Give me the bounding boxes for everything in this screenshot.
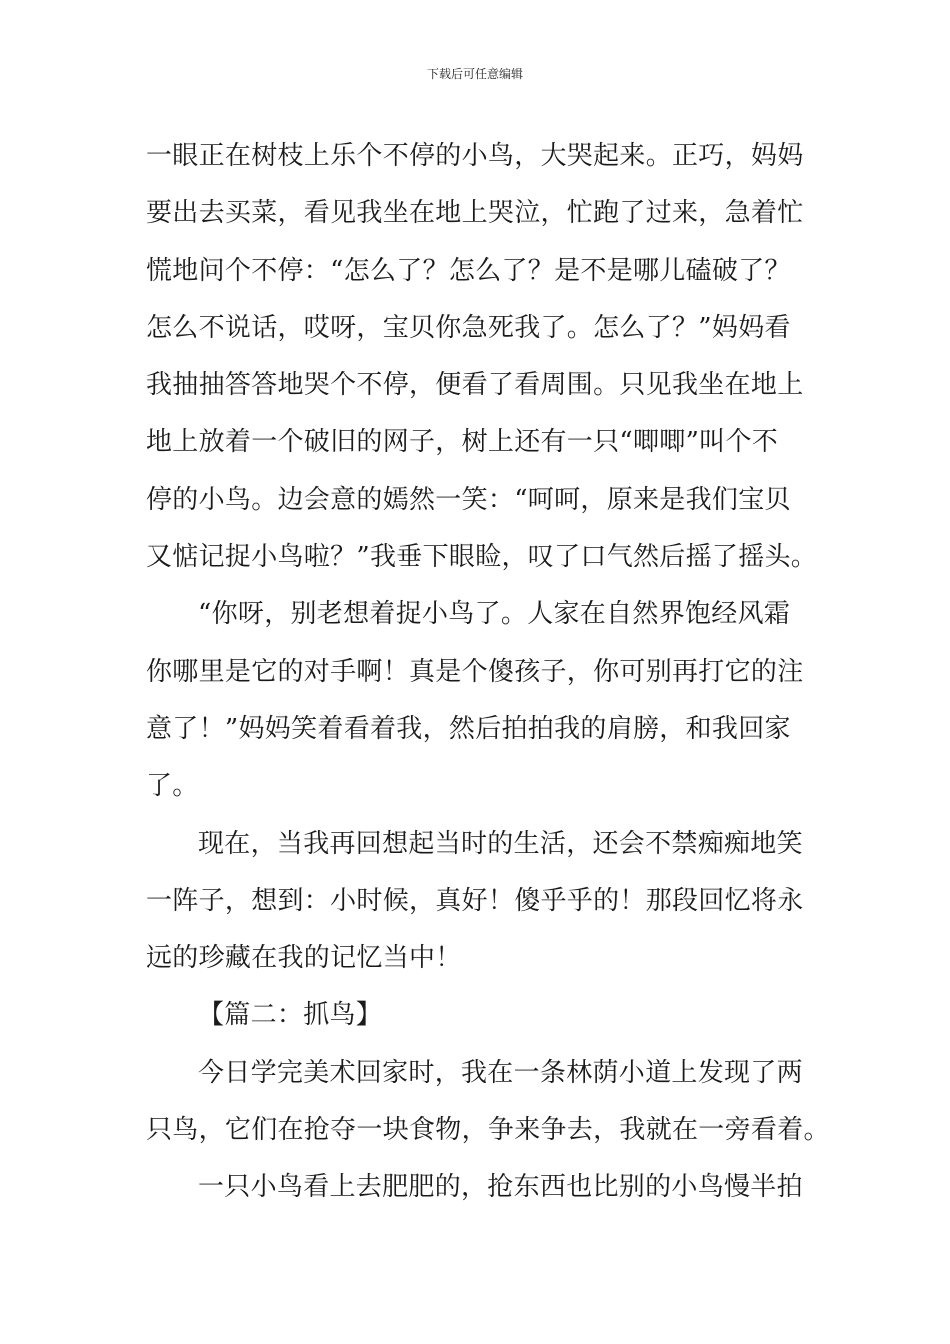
text-line: 怎么不说话，哎呀，宝贝你急死我了。怎么了？”妈妈看 (146, 312, 791, 343)
text-line: 我抽抽答答地哭个不停，便看了看周围。只见我坐在地上 (146, 370, 804, 401)
text-line: 你哪里是它的对手啊！真是个傻孩子，你可别再打它的注 (146, 656, 804, 687)
section-heading: 【篇二：抓鸟】 (198, 1000, 383, 1031)
text-line: 了。 (146, 771, 199, 802)
text-line: 要出去买菜，看见我坐在地上哭泣，忙跑了过来，急着忙 (146, 198, 804, 229)
text-line: 一阵子，想到：小时候，真好！傻乎乎的！那段回忆将永 (146, 885, 804, 916)
text-line: 意了！”妈妈笑着看着我，然后拍拍我的肩膀，和我回家 (146, 713, 791, 744)
text-line: 远的珍藏在我的记忆当中！ (146, 943, 462, 974)
text-line: 今日学完美术回家时，我在一条林荫小道上发现了两 (198, 1057, 803, 1088)
text-line: 一眼正在树枝上乐个不停的小鸟，大哭起来。正巧，妈妈 (146, 141, 804, 171)
text-line: 慌地问个不停：“怎么了？怎么了？是不是哪儿磕破了？ (146, 255, 791, 286)
text-line: 只鸟，它们在抢夺一块食物，争来争去，我就在一旁看着。 (146, 1115, 830, 1146)
text-line: 又惦记捉小鸟啦？”我垂下眼睑，叹了口气然后摇了摇头。 (146, 542, 818, 573)
text-line: 现在，当我再回想起当时的生活，还会不禁痴痴地笑 (198, 828, 803, 859)
document-body (146, 128, 830, 1217)
text-line: 一只小鸟看上去肥肥的，抢东西也比别的小鸟慢半拍 (198, 1172, 803, 1203)
text-line: 地上放着一个破旧的网子，树上还有一只“唧唧”叫个不 (146, 427, 779, 458)
page-header: 下载后可任意编辑 (426, 67, 523, 81)
text-line: 停的小鸟。边会意的嫣然一笑：“呵呵，原来是我们宝贝 (146, 484, 791, 515)
text-line: “你呀，别老想着捉小鸟了。人家在自然界饱经风霜 (198, 599, 791, 630)
